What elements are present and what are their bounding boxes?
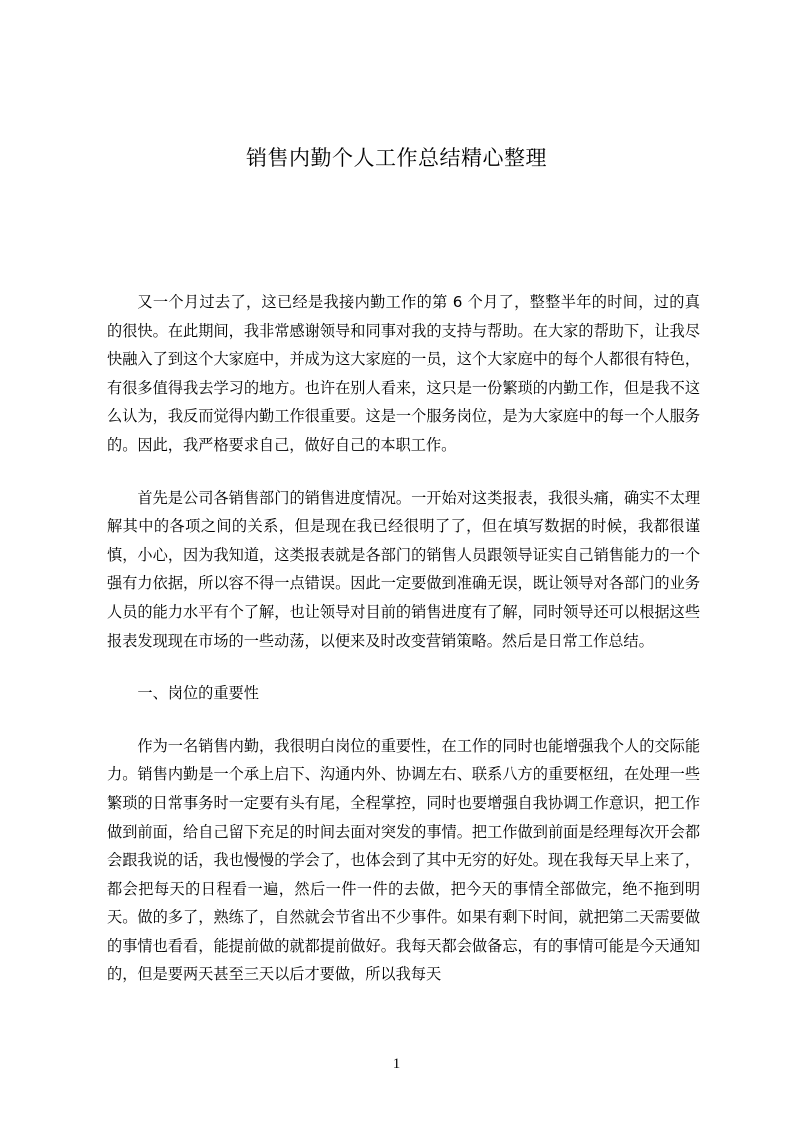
paragraph-sales-report: 首先是公司各销售部门的销售进度情况。一开始对这类报表，我很头痛，确实不太理解其中的各项之间的关系，但是现在我已经很明了了，但在填写数据的时候，我都很谨慎，小心，因为我知道，这类报表就是各部门的销售人员跟领导证实自己销售能力的一个强有力依据，所以容不得一点错误。因此一定要做到准确无误，既让领导对各部门的业务人员的能力水平有个了解，也让领导对目前的销售进度有了解，同时领导还可以根据这些报表发现现在市场的一些动荡，以便来及时改变营销策略。然后是日常工作总结。 xyxy=(107,488,700,650)
section-heading: 一、岗位的重要性 xyxy=(137,684,259,703)
page-title: 销售内勤个人工作总结精心整理 xyxy=(246,146,547,170)
page-number: 1 xyxy=(392,1056,401,1072)
paragraph-intro: 又一个月过去了，这已经是我接内勤工作的第 6 个月了，整整半年的时间，过的真的很快。在此期间，我非常感谢领导和同事对我的支持与帮助。在大家的帮助下，让我尽快融入了到这个大家庭中，并成为这大家庭的一员，这个大家庭中的每个人都很有特色，有很多值得我去学习的地方。也许在别人看来，这只是一份繁琐的内勤工作，但是我不这么认为，我反而觉得内勤工作很重要。这是一个服务岗位，是为大家庭中的每一个人服务的。因此，我严格要求自己，做好自己的本职工作。 xyxy=(107,293,700,454)
document-body xyxy=(107,288,700,989)
paragraph-position-importance: 作为一名销售内勤，我很明白岗位的重要性，在工作的同时也能增强我个人的交际能力。销售内勤是一个承上启下、沟通内外、协调左右、联系八方的重要枢纽，在处理一些繁琐的日常事务时一定要有头有尾，全程掌控，同时也要增强自我协调工作意识，把工作做到前面，给自己留下充足的时间去面对突发的事情。把工作做到前面是经理每次开会都会跟我说的话，我也慢慢的学会了，也体会到了其中无穷的好处。现在我每天早上来了，都会把每天的日程看一遍，然后一件一件的去做，把今天的事情全部做完，绝不拖到明天。做的多了，熟练了，自然就会节省出不少事件。如果有剩下时间，就把第二天需要做的事情也看看，能提前做的就都提前做好。我每天都会做备忘，有的事情可能是今天通知的，但是要两天甚至三天以后才要做，所以我每天 xyxy=(107,736,700,984)
